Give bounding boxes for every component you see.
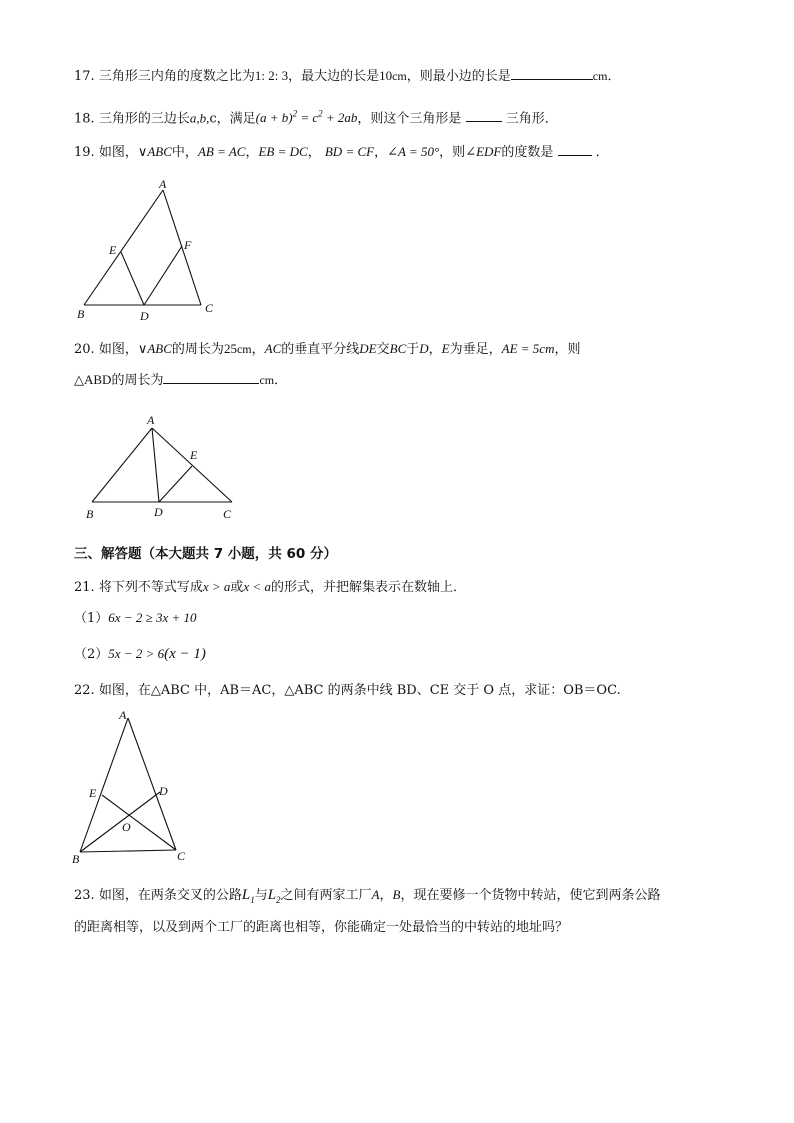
q21-text-3: 的形式，并把解集表示在数轴上． [270, 580, 466, 595]
q23-road-l1: $L_1$ [241, 887, 255, 905]
q23-text-3: 之间有两家工厂 [280, 888, 372, 903]
fig20-segment-ad [152, 428, 159, 502]
fig22-side-bc [80, 850, 176, 852]
q18-equation: $(a + b)^2 = c^2 + 2ab$ [255, 109, 358, 126]
question-20-line-1: 20. 如图，∨ABC的周长为25cm，AC的垂直平分线DE交BC于D，E为垂足，AE = 5cm，则 [74, 341, 581, 357]
fig22-label-a: A [119, 708, 127, 722]
q20-unit-2: cm [259, 373, 275, 387]
q20-d: D [419, 341, 429, 356]
q21-part-2-inequality: 5x − 2 > 6(x − 1) [108, 646, 206, 662]
figure-19 [74, 176, 234, 326]
q20-triangle: ∨ABC [137, 341, 172, 356]
fig22-label-o: O [122, 820, 131, 834]
q20-text-2: 的周长为 [171, 342, 224, 357]
fig20-label-a: A [147, 413, 155, 427]
q17-unit-2: cm [592, 69, 608, 83]
question-21-part-1 [74, 609, 197, 627]
q20-answer-blank [163, 370, 259, 384]
q20-ae: AE = 5cm [501, 341, 555, 356]
q17-ratio: 1: 2: 3 [254, 68, 289, 83]
q23-text-5: ，现在要修一个货物中转站，使它到两条公路 [400, 888, 661, 903]
fig20-label-d: D [154, 505, 163, 519]
fig22-label-d: D [159, 784, 168, 798]
q21-text-1: 将下列不等式写成 [98, 580, 203, 595]
q20-end: ． [274, 373, 288, 388]
q22-text: 如图，在△ABC 中，AB＝AC，△ABC 的两条中线 BD、CE 交于 O 点，求证：OB＝OC. [98, 683, 621, 698]
q17-text-3: ，则最小边的长是 [406, 69, 511, 84]
figure-20 [80, 408, 250, 526]
q17-unit: cm [392, 69, 407, 83]
q18-number: 18. [74, 111, 95, 127]
fig20-side-ab [92, 428, 152, 502]
q20-e: E [441, 341, 450, 356]
q23-factory-a: A [371, 887, 380, 902]
q23-road-l2: $L_2$ [267, 887, 281, 905]
q21-part-2-label: （2） [74, 647, 109, 662]
question-23-line-2: 的距离相等，以及到两个工厂的距离也相等，你能确定一处最恰当的中转站的地址吗？ [74, 920, 569, 935]
fig22-side-ac [128, 718, 176, 850]
question-22 [74, 682, 621, 700]
q17-number: 17. [74, 69, 95, 84]
q20-de: DE [359, 341, 377, 356]
q19-end: ． [595, 145, 609, 160]
q20-bc: BC [389, 341, 407, 356]
q23-text-1: 如图，在两条交叉的公路 [98, 888, 242, 903]
q17-length: 10 [379, 68, 393, 83]
fig20-label-e: E [190, 448, 198, 462]
question-18 [74, 105, 558, 127]
fig22-median-ce [102, 795, 176, 850]
q17-text-1: 三角形三内角的度数之比为 [98, 69, 255, 84]
q20-text-7: 为垂足， [449, 342, 502, 357]
q20-triangle-abd: △ABD [74, 372, 112, 387]
q20-number: 20. [74, 342, 95, 357]
question-21-part-2 [74, 645, 206, 663]
q23-number: 23. [74, 888, 95, 903]
fig19-side-ab [84, 190, 163, 305]
q20-text-1: 如图， [98, 342, 138, 357]
fig20-label-c: C [223, 507, 232, 521]
fig22-label-b: B [72, 852, 80, 866]
q23-text-2: 与 [254, 888, 268, 903]
question-17 [74, 66, 620, 84]
figure-22 [70, 708, 200, 866]
fig19-side-ac [163, 190, 201, 305]
q18-vars: a,b, [189, 110, 210, 126]
fig19-label-d: D [140, 309, 149, 323]
fig19-label-b: B [77, 307, 85, 321]
fig19-label-f: F [184, 238, 192, 252]
q18-text-3: ，则这个三角形是 [357, 111, 462, 127]
section-3-title: 三、解答题（本大题共 7 小题，共 60 分） [74, 546, 337, 562]
fig19-label-a: A [159, 177, 167, 191]
q20-unit: cm [236, 342, 252, 356]
fig20-side-ac [152, 428, 232, 502]
q20-ac: AC [264, 341, 282, 356]
q21-part-1-label: （1） [74, 611, 109, 626]
fig20-segment-de [159, 466, 192, 502]
q19-cond-2: EB = DC [258, 144, 308, 159]
q19-text-4: 的度数是 [501, 145, 554, 160]
q21-form-2: x < a [243, 579, 271, 594]
fig19-segment-ed [121, 252, 144, 305]
q19-triangle: ∨ABC [137, 144, 172, 159]
q17-end: ． [607, 69, 621, 84]
q19-text-3: ，则 [439, 145, 466, 160]
q18-answer-blank [466, 108, 502, 122]
q19-answer-blank [558, 142, 592, 156]
q21-form-1: x > a [202, 579, 231, 594]
q17-text-2: ，最大边的长是 [288, 69, 380, 84]
q17-answer-blank [511, 66, 593, 80]
q18-text-2: 满足 [229, 111, 256, 127]
q19-cond-4: ∠A = 50° [387, 144, 440, 159]
fig19-segment-df [144, 246, 182, 305]
q19-cond-3: BD = CF [324, 144, 375, 159]
fig20-label-b: B [86, 507, 94, 521]
q20-text-8: ，则 [554, 342, 581, 357]
fig22-label-e: E [89, 786, 97, 800]
question-20-line-2 [74, 370, 287, 388]
fig19-label-c: C [205, 301, 214, 315]
fig22-label-c: C [177, 849, 186, 863]
question-21 [74, 578, 466, 596]
q19-angle: ∠EDF [465, 144, 502, 159]
q22-number: 22. [74, 683, 95, 698]
q20-text-3: 的垂直平分线 [281, 342, 360, 357]
q23-factory-b: B [392, 887, 401, 902]
q20-perimeter: 25 [223, 341, 237, 356]
q21-number: 21. [74, 580, 95, 595]
q19-number: 19. [74, 145, 95, 160]
question-23-line-1: 23. 如图，在两条交叉的公路$L_1$与$L_2$之间有两家工厂A，B，现在要修一个货物中转站，使它到两条公路 [74, 887, 661, 905]
q21-text-2: 或 [230, 580, 244, 595]
fig22-median-bd [80, 792, 160, 852]
fig19-label-e: E [109, 243, 117, 257]
q19-text-2: 中， [171, 145, 198, 160]
q18-var-c: c， [209, 111, 230, 127]
q18-text-4: 三角形． [505, 111, 558, 127]
question-19: 19. 如图，∨ABC中，AB = AC，EB = DC， BD = CF，∠A = 50°，则∠EDF的度数是 ． [74, 144, 609, 160]
q19-text-1: 如图， [98, 145, 138, 160]
q20-text-4: 交 [376, 342, 390, 357]
q19-cond-1: AB = AC [197, 144, 246, 159]
fig22-side-ab [80, 718, 128, 852]
q20-text-9: 的周长为 [111, 373, 164, 388]
q20-text-5: 于 [406, 342, 420, 357]
q18-text-1: 三角形的三边长 [98, 111, 190, 127]
q21-part-1-inequality: 6x − 2 ≥ 3x + 10 [108, 610, 197, 625]
